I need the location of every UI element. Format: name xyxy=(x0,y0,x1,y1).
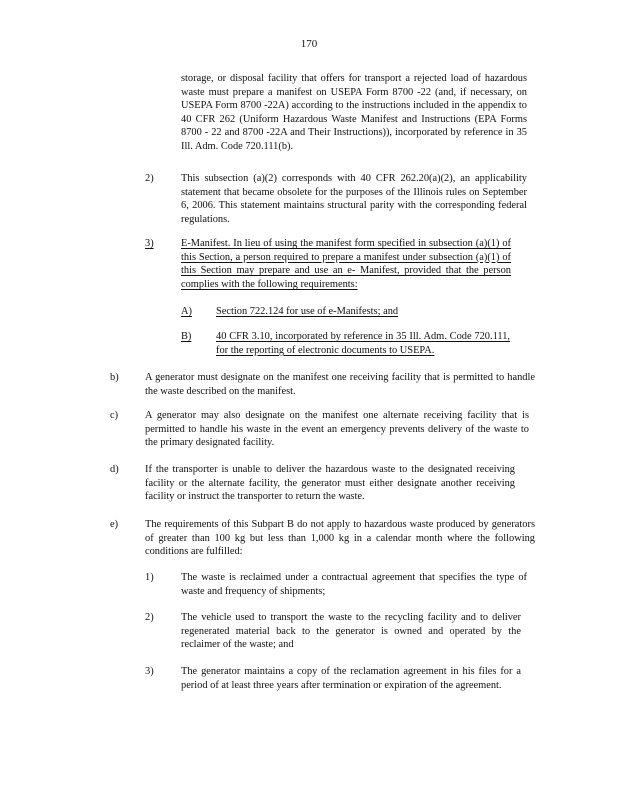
label-a3A: A) xyxy=(181,306,192,317)
paragraph-a3: E-Manifest. In lieu of using the manifest form specified in subsection (a)(1) of this Section, a person required to prepare a manifest under subsection (a)(1) of this Section may prepare and use an e- Manifest, provided that the person complies with the following requirements: xyxy=(181,238,511,290)
label-a3B: B) xyxy=(181,331,192,342)
paragraph-b: A generator must designate on the manifest one receiving facility that is permitted to handle the waste described on the manifest. xyxy=(145,372,535,397)
paragraph-e: The requirements of this Subpart B do not apply to hazardous waste produced by generators of greater than 100 kg but less than 1,000 kg in a calendar month where the following conditions are fulfilled: xyxy=(145,519,535,558)
label-e2: 2) xyxy=(145,612,154,623)
label-e3: 3) xyxy=(145,666,154,677)
label-d: d) xyxy=(110,464,119,475)
label-a3: 3) xyxy=(145,238,154,249)
label-e: e) xyxy=(110,519,119,530)
paragraph-e2: The vehicle used to transport the waste to the recycling facility and to deliver regenerated material back to the generator is owned and operated by the reclaimer of the waste; and xyxy=(181,612,521,651)
paragraph-e3: The generator maintains a copy of the reclamation agreement in his files for a period of at least three years after termination or expiration of the agreement. xyxy=(181,666,521,691)
paragraph-c: A generator may also designate on the manifest one alternate receiving facility that is permitted to handle his waste in the event an emergency prevents delivery of the waste to the primary designated facility. xyxy=(145,410,529,449)
label-e1: 1) xyxy=(145,572,154,583)
paragraph-d: If the transporter is unable to deliver the hazardous waste to the designated receiving facility or the alternate facility, the generator must either designate another receiving facility or instruct the transporter to return the waste. xyxy=(145,464,515,503)
label-c: c) xyxy=(110,410,119,421)
paragraph-a3A: Section 722.124 for use of e-Manifests; and xyxy=(216,306,399,317)
paragraph-a3B: 40 CFR 3.10, incorporated by reference in 35 Ill. Adm. Code 720.111, for the reporting of electronic documents to USEPA. xyxy=(216,331,510,356)
page-number: 170 xyxy=(300,38,318,50)
paragraph-a1-continuation: storage, or disposal facility that offers for transport a rejected load of hazardous waste must prepare a manifest on USEPA Form 8700 -22 (and, if necessary, on USEPA Form 8700 -22A) according to the instructions included in the appendix to 40 CFR 262 (Uniform Hazardous Waste Manifest and Instructions (EPA Forms 8700 - 22 and 8700 -22A and Their Instructions)), incorporated by reference in 35 Ill. Adm. Code 720.111(b). xyxy=(181,73,527,152)
paragraph-a2: This subsection (a)(2) corresponds with 40 CFR 262.20(a)(2), an applicability statement that became obsolete for the purposes of the Illinois rules on September 6, 2006. This statement maintains structural parity with the corresponding federal regulations. xyxy=(181,173,527,225)
label-a2: 2) xyxy=(145,173,154,184)
label-b: b) xyxy=(110,372,119,383)
paragraph-e1: The waste is reclaimed under a contractual agreement that specifies the type of waste and frequency of shipments; xyxy=(181,572,527,597)
